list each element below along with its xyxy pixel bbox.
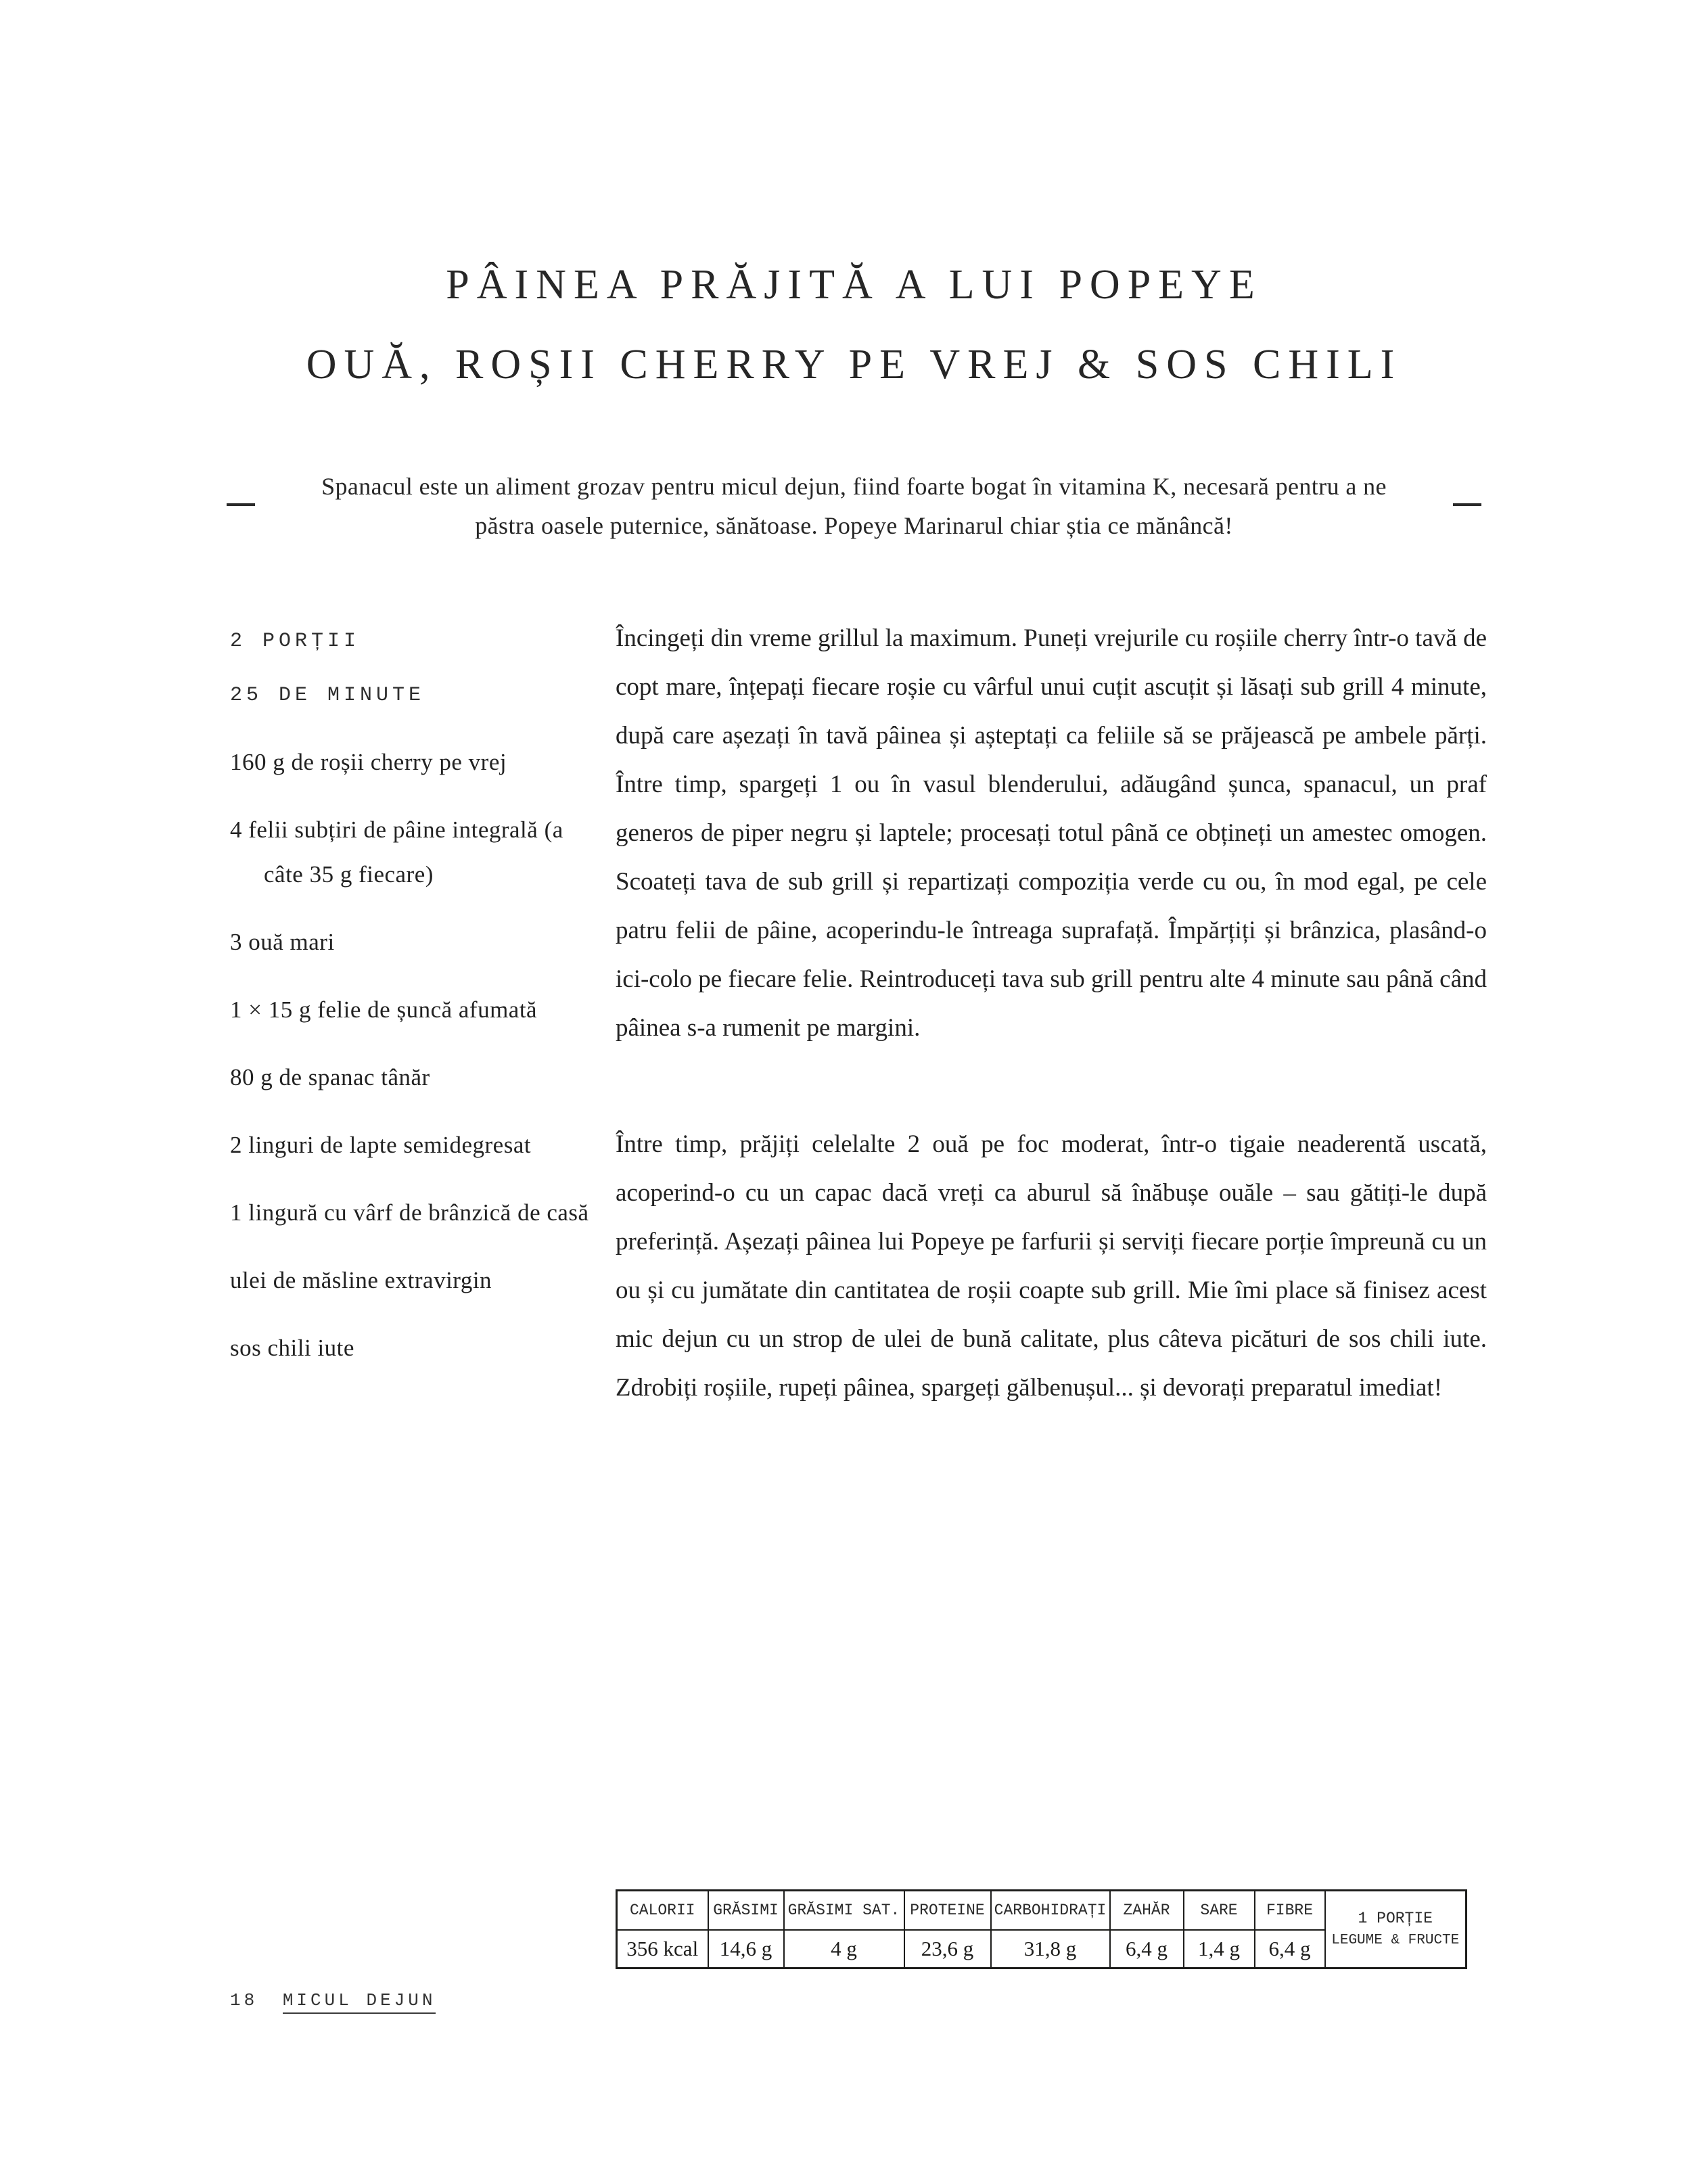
nutrition-table bbox=[616, 1889, 1467, 1969]
recipe-title-line2: OUĂ, ROȘII CHERRY PE VREJ & SOS CHILI bbox=[306, 342, 1402, 388]
page-number: 18 bbox=[230, 1990, 258, 2010]
servings-label: 2 PORȚII bbox=[230, 630, 361, 653]
recipe-title bbox=[0, 245, 1708, 405]
page-footer bbox=[230, 1990, 436, 2010]
nutrition-header-salt: SARE bbox=[1184, 1891, 1255, 1931]
nutrition-header-sugar: ZAHĂR bbox=[1110, 1891, 1184, 1931]
portion-label-line1: 1 PORȚIE bbox=[1358, 1910, 1433, 1927]
ingredient-item: 4 felii subțiri de pâine integrală (a câte 35 g fiecare) bbox=[230, 816, 563, 888]
nutrition-value-sugar: 6,4 g bbox=[1110, 1930, 1184, 1969]
ingredient-item: 160 g de roșii cherry pe vrej bbox=[230, 749, 507, 775]
nutrition-value-fibre: 6,4 g bbox=[1255, 1930, 1325, 1969]
nutrition-header-fibre: FIBRE bbox=[1255, 1891, 1325, 1931]
nutrition-value-protein: 23,6 g bbox=[904, 1930, 991, 1969]
section-label: MICUL DEJUN bbox=[283, 1990, 436, 2014]
nutrition-header-protein: PROTEINE bbox=[904, 1891, 991, 1931]
method-paragraph-2: Între timp, prăjiți celelalte 2 ouă pe foc moderat, într-o tigaie neaderentă uscată, acoperind-o cu un capac dacă vreți ca aburul să înăbușe ouăle – sau gătiți-le după preferință. Așezați pâinea lui Popeye pe farfurii și serviți fiecare porție împreună cu un ou și cu jumătate din cantitatea de roșii coapte sub grill. Mie îmi place să finisez acest mic dejun cu un strop de ulei de bună calitate, plus câteva picături de sos chili iute. Zdrobiți roșiile, rupeți pâinea, spargeți gălbenușul... și devorați preparatul imediat! bbox=[616, 1130, 1487, 1402]
portion-label-line2: LEGUME & FRUCTE bbox=[1331, 1933, 1460, 1948]
recipe-meta bbox=[230, 614, 609, 722]
time-label: 25 DE MINUTE bbox=[230, 684, 425, 707]
ingredient-item: sos chili iute bbox=[230, 1335, 354, 1361]
nutrition-header-fat: GRĂSIMI bbox=[708, 1891, 784, 1931]
nutrition-header-carbs: CARBOHIDRAȚI bbox=[991, 1891, 1110, 1931]
ingredient-item: 1 lingură cu vârf de brânzică de casă bbox=[230, 1199, 589, 1226]
intro-right-dash bbox=[1453, 503, 1481, 506]
ingredient-item: 3 ouă mari bbox=[230, 929, 335, 955]
method-paragraph-1: Încingeți din vreme grillul la maximum. Puneți vrejurile cu roșiile cherry într-o tavă de copt mare, înțepați fiecare roșie cu vârful unui cuțit ascuțit și lăsați sub grill 4 minute, după care așezați în tavă pâinea și așteptați ca feliile să se prăjească pe ambele părți. Între timp, spargeți 1 ou în vasul blenderului, adăugând șunca, spanacul, un praf generos de piper negru și laptele; procesați totul până ce obțineți un amestec omogen. Scoateți tava de sub grill și repartizați compoziția verde cu ou, în mod egal, pe cele patru felii de pâine, acoperindu-le întreaga suprafață. Împărțiți și brânzica, plasând-o ici-colo pe fiecare felie. Reintroduceți tava sub grill pentru alte 4 minute sau până când pâinea s-a rumenit pe margini. bbox=[616, 624, 1487, 1042]
ingredient-item: 1 × 15 g felie de șuncă afumată bbox=[230, 996, 538, 1023]
ingredients-list bbox=[230, 740, 609, 1371]
nutrition-value-carbs: 31,8 g bbox=[991, 1930, 1110, 1969]
nutrition-header-satfat: GRĂSIMI SAT. bbox=[784, 1891, 904, 1931]
nutrition-portion-cell bbox=[1325, 1891, 1467, 1969]
method-column bbox=[616, 614, 1487, 1412]
nutrition-value-salt: 1,4 g bbox=[1184, 1930, 1255, 1969]
nutrition-header-row bbox=[617, 1891, 1467, 1931]
nutrition-value-calories: 356 kcal bbox=[617, 1930, 708, 1969]
ingredient-item: 80 g de spanac tânăr bbox=[230, 1064, 430, 1090]
recipe-title-line1: PÂINEA PRĂJITĂ A LUI POPEYE bbox=[446, 262, 1262, 308]
ingredient-item: 2 linguri de lapte semidegresat bbox=[230, 1132, 532, 1158]
nutrition-header-calories: CALORII bbox=[617, 1891, 708, 1931]
nutrition-value-fat: 14,6 g bbox=[708, 1930, 784, 1969]
nutrition-value-satfat: 4 g bbox=[784, 1930, 904, 1969]
intro-text: Spanacul este un aliment grozav pentru micul dejun, fiind foarte bogat în vitamina K, necesară pentru a ne păstra oasele puternice, sănătoase. Popeye Marinarul chiar știa ce mănâncă! bbox=[321, 473, 1387, 539]
ingredient-item: ulei de măsline extravirgin bbox=[230, 1267, 492, 1293]
intro-left-dash bbox=[227, 503, 255, 506]
ingredients-column bbox=[230, 614, 609, 1394]
